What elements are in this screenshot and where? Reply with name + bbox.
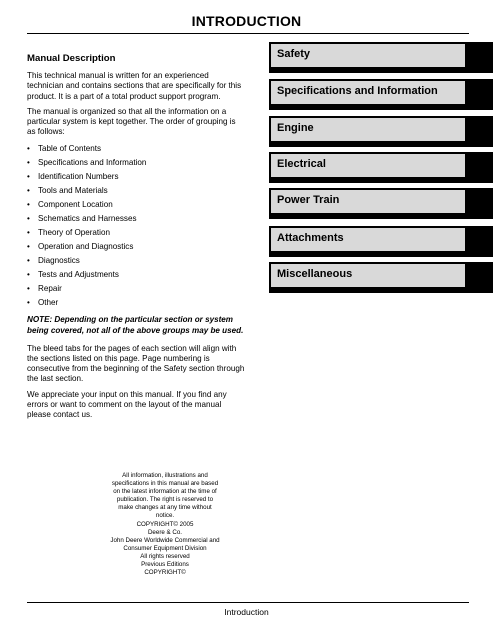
list-item — [27, 268, 245, 282]
tab-edge — [467, 152, 493, 183]
list-item-label: Identification Numbers — [38, 172, 119, 182]
list-item-label: Specifications and Information — [38, 158, 147, 168]
list-item — [27, 282, 245, 296]
section-heading: Manual Description — [27, 53, 116, 64]
tab-edge — [467, 116, 493, 147]
tab-label: Engine — [277, 122, 314, 134]
legal-line: John Deere Worldwide Commercial and — [110, 536, 220, 544]
list-item-label: Operation and Diagnostics — [38, 242, 134, 252]
tab-safety[interactable] — [269, 42, 493, 73]
tab-shadow — [269, 253, 467, 257]
copyright-notice — [70, 472, 260, 577]
feedback-paragraph: We appreciate your input on this manual. If you find any errors or want to comment on the layout of the manual please contact us. — [27, 389, 227, 420]
bullet-icon: • — [27, 214, 30, 224]
bullet-icon: • — [27, 172, 30, 182]
legal-line: on the latest information at the time of — [113, 488, 217, 496]
legal-line: All rights reserved — [140, 552, 190, 560]
list-item — [27, 170, 245, 184]
legal-line: Deere & Co. — [147, 528, 183, 536]
legal-line: All information, illustrations and — [122, 472, 208, 479]
intro-paragraph: This technical manual is written for an experienced technician and contains sections that are specifically for this product. It is a part of a total product support program. — [27, 71, 242, 101]
tab-label: Miscellaneous — [277, 268, 353, 280]
legal-line: notice. — [155, 512, 175, 520]
legal-line: publication. The right is reserved to — [116, 496, 214, 504]
bullet-icon: • — [27, 298, 30, 308]
title-divider — [27, 33, 469, 34]
list-item — [27, 198, 245, 212]
page-footer: Introduction — [224, 607, 269, 617]
tab-label: Power Train — [277, 194, 340, 206]
page-title: INTRODUCTION — [191, 13, 302, 29]
bullet-icon: • — [27, 158, 30, 168]
list-item — [27, 296, 245, 310]
tab-label: Safety — [277, 48, 311, 60]
list-item — [27, 240, 245, 254]
list-item-label: Theory of Operation — [38, 228, 110, 238]
list-item-label: Table of Contents — [38, 144, 101, 154]
bullet-icon: • — [27, 200, 30, 210]
tab-miscellaneous[interactable] — [269, 262, 493, 293]
tab-specifications-and-information[interactable] — [269, 79, 493, 110]
note-text: NOTE: Depending on the particular section or system being covered, not all of the above groups may be used. — [27, 315, 244, 335]
tab-shadow — [269, 179, 467, 183]
list-item — [27, 184, 245, 198]
tab-label: Attachments — [277, 232, 344, 244]
bullet-icon: • — [27, 242, 30, 252]
tab-edge — [467, 42, 493, 73]
list-item-label: Diagnostics — [38, 256, 80, 266]
list-item — [27, 156, 245, 170]
tab-shadow — [269, 143, 467, 147]
tab-power-train[interactable] — [269, 188, 493, 219]
legal-line: Consumer Equipment Division — [123, 544, 207, 552]
tab-edge — [467, 188, 493, 219]
tab-edge — [467, 262, 493, 293]
list-item-label: Schematics and Harnesses — [38, 214, 137, 224]
tab-electrical[interactable] — [269, 152, 493, 183]
organization-paragraph: The manual is organized so that all the information on a particular system is kept together. The order of grouping is as follows: — [27, 106, 236, 137]
bullet-icon: • — [27, 284, 30, 294]
list-item — [27, 254, 245, 268]
bullet-icon: • — [27, 186, 30, 196]
list-item-label: Repair — [38, 284, 62, 294]
bullet-icon: • — [27, 256, 30, 266]
tab-label: Specifications and Information — [277, 85, 438, 97]
tab-label: Electrical — [277, 158, 326, 170]
legal-line: COPYRIGHT© — [144, 569, 186, 577]
tab-attachments[interactable] — [269, 226, 493, 257]
list-item-label: Tools and Materials — [38, 186, 108, 196]
bullet-icon: • — [27, 144, 30, 154]
list-item-label: Tests and Adjustments — [38, 270, 119, 280]
list-item — [27, 212, 245, 226]
footer-divider — [27, 602, 469, 603]
tab-shadow — [269, 106, 467, 110]
group-list — [27, 142, 245, 310]
bullet-icon: • — [27, 228, 30, 238]
tab-shadow — [269, 69, 467, 73]
tab-engine[interactable] — [269, 116, 493, 147]
manual-description-column — [27, 54, 245, 425]
legal-line: make changes at any time without — [118, 504, 212, 512]
legal-line: Previous Editions — [141, 561, 189, 569]
legal-line: specifications in this manual are based — [111, 480, 219, 488]
list-item-label: Other — [38, 298, 59, 308]
tab-edge — [467, 79, 493, 110]
legal-line: COPYRIGHT© 2005 — [136, 520, 194, 528]
bleed-tabs-paragraph: The bleed tabs for the pages of each section will align with the sections listed on this page. Page numbering is consecutive from the beginning of the Safety section through the last section. — [27, 343, 245, 384]
bullet-icon: • — [27, 270, 30, 280]
list-item — [27, 142, 245, 156]
tab-shadow — [269, 289, 467, 293]
tab-shadow — [269, 215, 467, 219]
list-item — [27, 226, 245, 240]
list-item-label: Component Location — [38, 200, 113, 210]
tab-edge — [467, 226, 493, 257]
